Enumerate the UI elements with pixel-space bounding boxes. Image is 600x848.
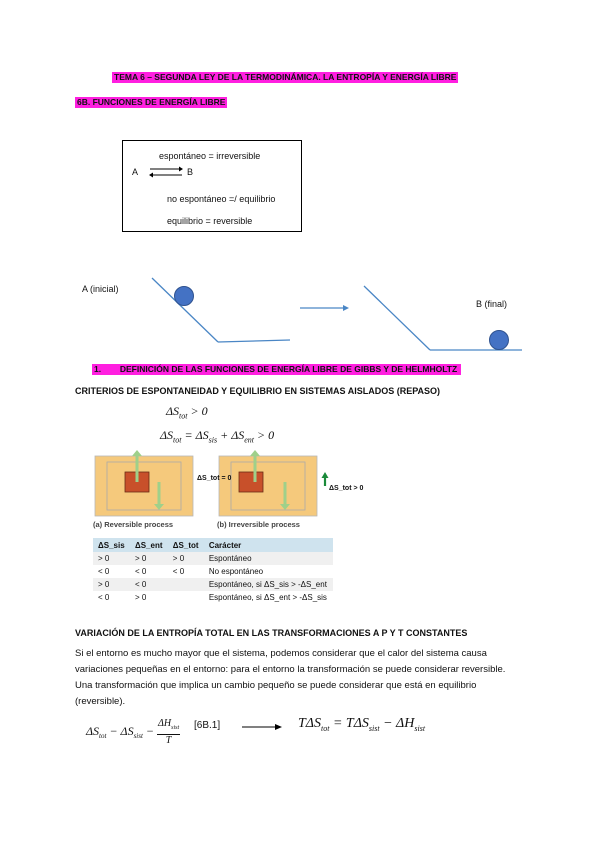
- box-line-nonspontaneous: no espontáneo =/ equilibrio: [167, 194, 276, 204]
- table-cell: < 0: [130, 578, 168, 591]
- transition-arrow-icon: [343, 305, 349, 311]
- ramp-diagram: [0, 270, 600, 360]
- equilibrium-arrows-icon: [149, 165, 183, 179]
- table-cell: Espontáneo, si ΔS_sis > -ΔS_ent: [204, 578, 333, 591]
- caption-irreversible: (b) Irreversible process: [217, 520, 300, 529]
- table-cell: No espontáneo: [208, 567, 264, 576]
- table-cell: > 0: [93, 578, 130, 591]
- table-cell: > 0: [93, 552, 130, 565]
- table-cell: < 0: [172, 567, 185, 576]
- criteria-heading: CRITERIOS DE ESPONTANEIDAD Y EQUILIBRIO EN SISTEMAS AISLADOS (REPASO): [75, 386, 441, 396]
- table-cell: < 0: [98, 567, 110, 576]
- caption-reversible: (a) Reversible process: [93, 520, 174, 529]
- equation-stot-sum: $\Delta S_{tot} = \Delta S_{sis} + \Delta S_{ent} > 0$: [160, 428, 275, 445]
- process-diagrams: [93, 450, 333, 520]
- reversibility-box: [122, 140, 302, 232]
- table-row: [93, 591, 333, 604]
- table-cell: [168, 578, 204, 591]
- variation-heading: VARIACIÓN DE LA ENTROPÍA TOTAL EN LAS TRANSFORMACIONES A P Y T CONSTANTES: [75, 628, 468, 638]
- ball-final: [490, 331, 509, 350]
- table-row: [93, 578, 333, 591]
- table-header-cell: Carácter: [204, 538, 333, 552]
- equation-tag: [6B.1]: [194, 720, 221, 731]
- process-figure: [93, 450, 364, 532]
- spontaneity-table: [93, 538, 333, 604]
- ball-initial: [175, 287, 194, 306]
- table-cell: [168, 591, 204, 604]
- box-label-a: A: [132, 167, 139, 177]
- label-initial: A (inicial): [82, 284, 119, 294]
- table-cell: Espontáneo, si ΔS_ent > -ΔS_sis: [208, 593, 327, 602]
- table-header-cell: ΔS_tot: [168, 538, 204, 552]
- table-header-row: [93, 538, 333, 552]
- equation-stot-positive: $\Delta S_{tot} > 0$: [166, 404, 208, 421]
- equation-6b1: $\Delta S_{tot} - \Delta S_{sist}$ − $\Delta H_{sist}$ T: [86, 718, 180, 746]
- table-header-cell: ΔS_sis: [93, 538, 130, 552]
- implies-arrow-icon: [242, 722, 282, 732]
- section-1-title: DEFINICIÓN DE LAS FUNCIONES DE ENERGÍA LIBRE DE GIBBS Y DE HELMHOLTZ: [119, 364, 458, 374]
- table-row: [93, 552, 333, 565]
- table-cell: > 0: [134, 593, 147, 602]
- table-cell: < 0: [134, 567, 147, 576]
- variation-paragraph: Si el entorno es mucho mayor que el sistema, podemos considerar que el calor del sistema causa variaciones pequeñas en el entorno: para el entorno la transformación se puede considerar reversible. Una transformación que implica un cambio pequeño se puede considerar que está en equilibrio (reversible).: [75, 648, 506, 707]
- subtopic-title: 6B. FUNCIONES DE ENERGÍA LIBRE: [77, 97, 226, 107]
- table-cell: > 0: [130, 552, 168, 565]
- label-stot-positive: ΔS_tot > 0: [329, 485, 364, 492]
- box-label-b: B: [187, 167, 194, 177]
- table-cell: < 0: [98, 593, 110, 602]
- topic-title: TEMA 6 – SEGUNDA LEY DE LA TERMODINÁMICA. LA ENTROPÍA Y ENERGÍA LIBRE: [114, 72, 457, 82]
- section-1-number: 1.: [94, 364, 102, 374]
- label-final: B (final): [476, 299, 508, 309]
- table-cell: Espontáneo: [204, 552, 333, 565]
- table-cell: > 0: [168, 552, 204, 565]
- label-stot-zero: ΔS_tot = 0: [197, 475, 232, 482]
- table-row: [93, 565, 333, 578]
- equation-tdelta-stot: $T\Delta S_{tot} = T\Delta S_{sist} - \Delta H_{sist}$: [298, 716, 426, 733]
- section-1-heading: [92, 364, 461, 375]
- box-line-spontaneous: espontáneo = irreversible: [159, 151, 261, 161]
- box-line-equilibrium: equilibrio = reversible: [167, 216, 253, 226]
- table-header-cell: ΔS_ent: [130, 538, 168, 552]
